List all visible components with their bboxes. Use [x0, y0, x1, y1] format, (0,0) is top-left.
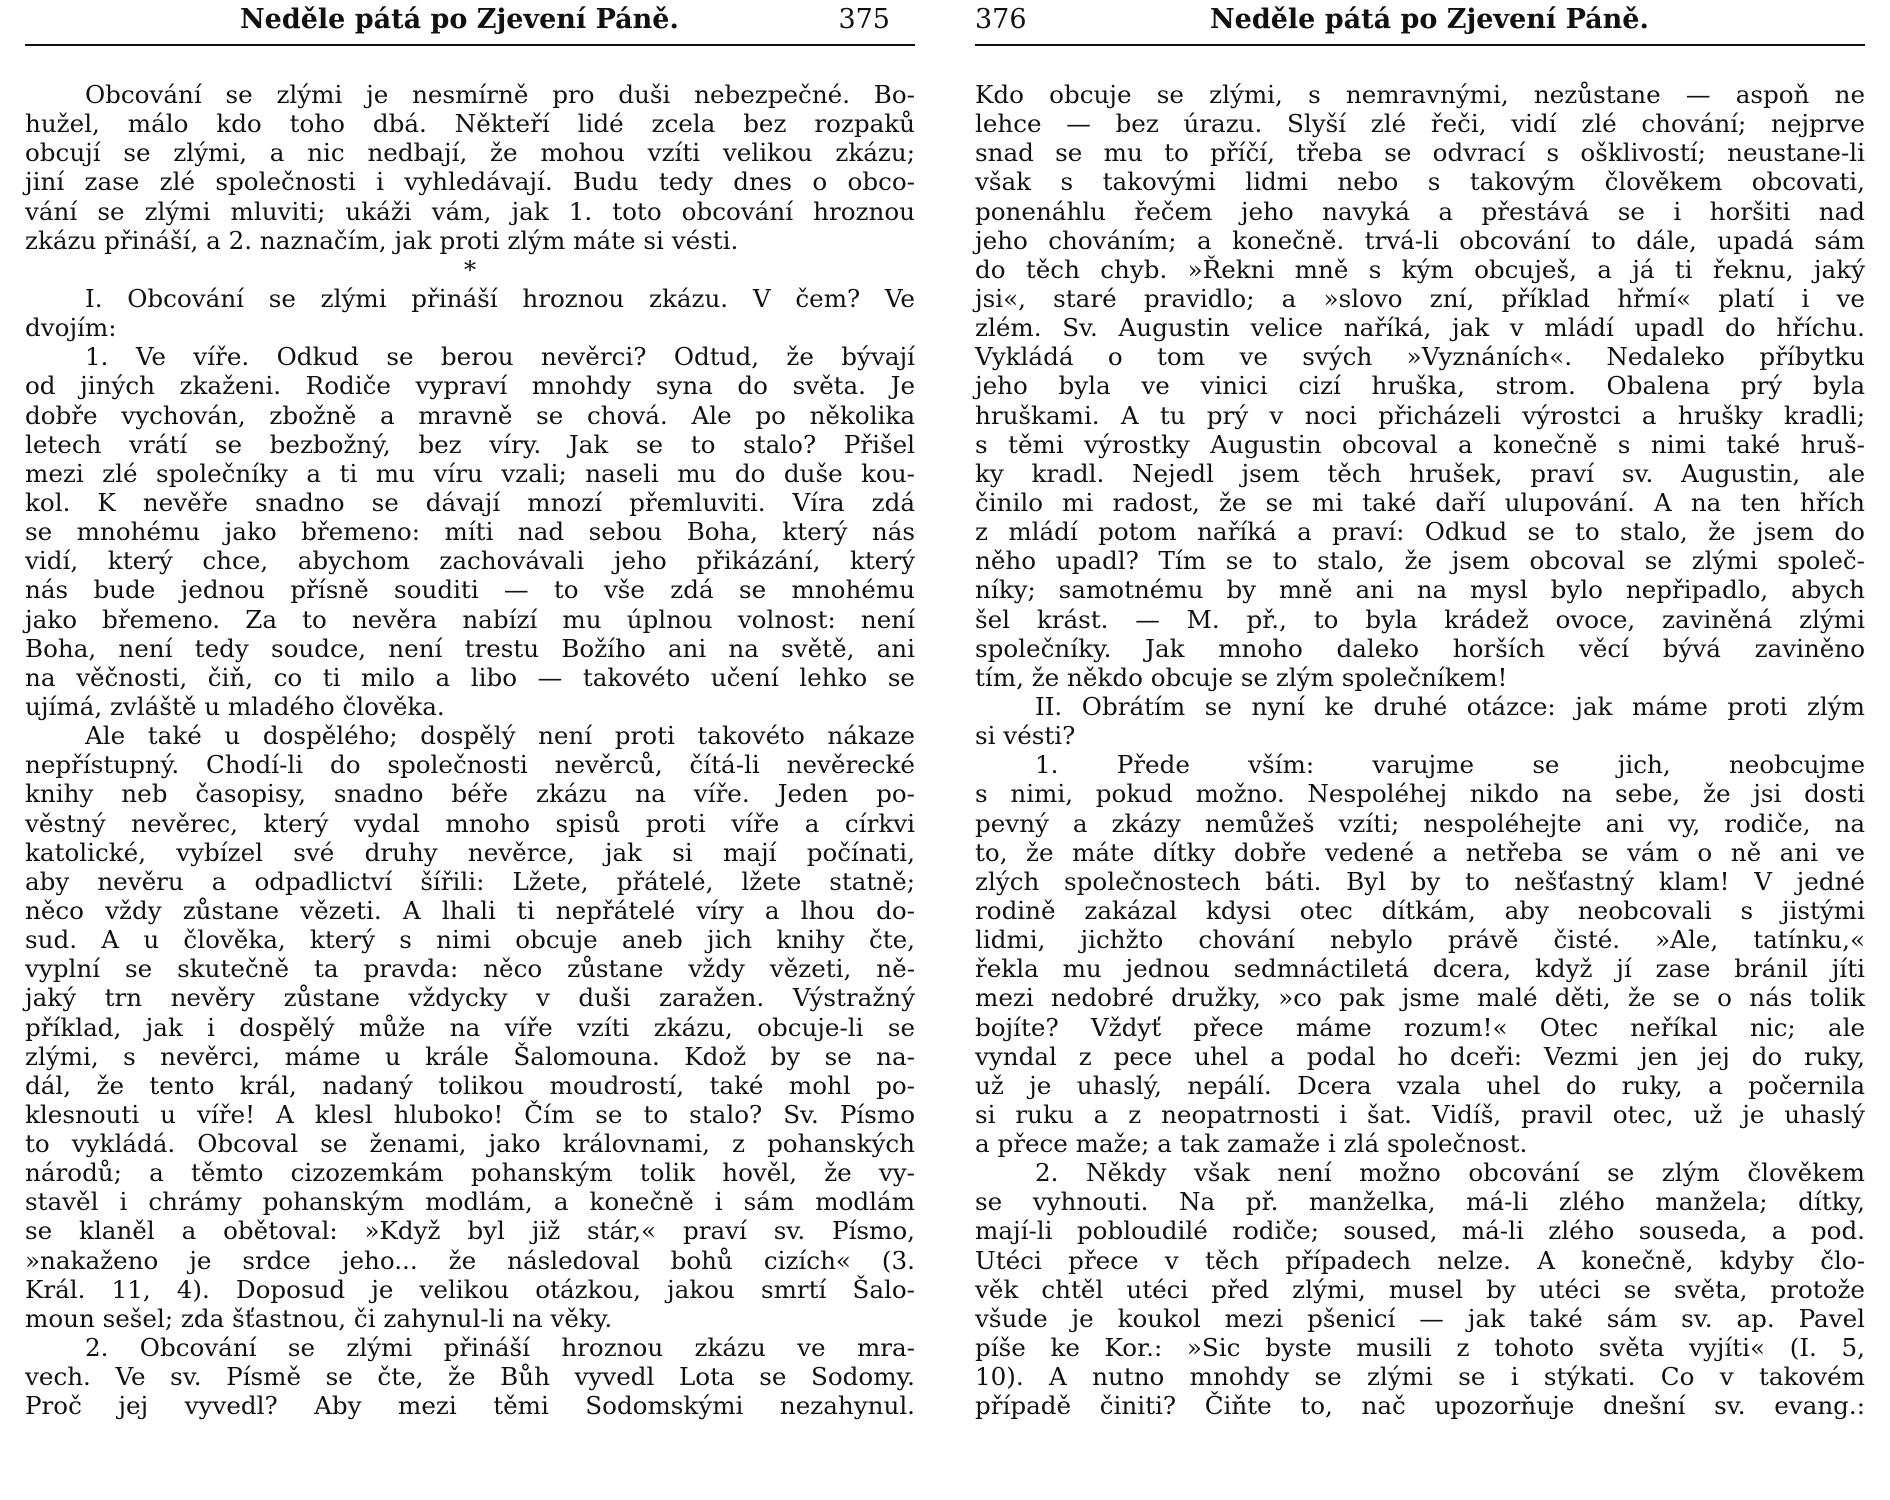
text-line: jiní zase zlé společnosti i vyhledávají. Budu tedy dnes o obco-: [25, 167, 915, 197]
text-line: něco vždy zůstane vězeti. A lhali ti nepřátelé víry a lhou do-: [25, 895, 915, 925]
text-line: s těmi výrostky Augustin obcoval a konečně s nimi také hruš-: [975, 429, 1865, 459]
text-line: mezi nedobré družky, »co pak jsme malé děti, že se o nás tolik: [975, 983, 1865, 1013]
text-line: společníky. Jak mnoho daleko horších věcí bývá zaviněno: [975, 633, 1865, 663]
text-line: případě činiti? Čiňte to, nač upozorňuje dnešní sv. evang.:: [975, 1391, 1865, 1421]
text-line: 2. Někdy však není možno obcování se zlým člověkem: [1035, 1158, 1865, 1188]
text-line: tím, že někdo obcuje se zlým společníkem!: [975, 662, 1508, 692]
text-line: vání se zlými mluviti; ukáži vám, jak 1. toto obcování hroznou: [25, 196, 915, 226]
text-line: katolické, vybízel své druhy nevěrce, jak si mají počínati,: [25, 837, 915, 867]
text-line: Kdo obcuje se zlými, s nemravnými, nezůstane — aspoň ne: [975, 80, 1865, 109]
text-line: s nimi, pokud možno. Nespoléhej nikdo na sebe, že jsi dosti: [975, 779, 1865, 809]
text-line: dobře vychován, zbožně a mravně se chová. Ale po několika: [25, 400, 915, 430]
text-line: Obcování se zlými je nesmírně pro duši nebezpečné. Bo-: [85, 80, 915, 109]
text-line: do těch chyb. »Řekni mně s kým obcuješ, a já ti řeknu, jaký: [975, 254, 1865, 284]
text-line: jeho chováním; a konečně. trvá-li obcování to dále, upadá sám: [975, 225, 1865, 255]
running-title: Neděle pátá po Zjevení Páně.: [240, 4, 679, 35]
text-line: 2. Obcování se zlými přináší hroznou zkázu ve mra-: [85, 1333, 915, 1363]
text-line: bojíte? Vždyť přece máme rozum!« Otec neříkal nic; ale: [975, 1012, 1865, 1042]
page-header: [975, 0, 1865, 46]
text-line: vyplní se skutečně ta pravda: něco zůstane vždy vězeti, ně-: [25, 954, 915, 984]
text-line: něho upadl? Tím se to stalo, že jsem obcoval se zlými společ-: [975, 546, 1865, 576]
text-line: 1. Ve víře. Odkud se berou nevěrci? Odtud, že bývají: [85, 342, 915, 372]
text-line: hruškami. A tu prý v noci přicházeli výrostci a hrušky kradli;: [975, 400, 1865, 430]
text-line: nepřístupný. Chodí-li do společnosti nevěrců, čítá-li nevěrecké: [25, 750, 915, 780]
text-line: 1. Přede vším: varujme se jich, neobcujme: [1035, 750, 1865, 780]
text-line: II. Obrátím se nyní ke druhé otázce: jak máme proti zlým: [1035, 691, 1865, 721]
page-number: 375: [838, 4, 890, 35]
page-body: [975, 46, 1865, 1420]
text-line: činilo mi radost, že se mi také daří ulupování. A na ten hřích: [975, 487, 1865, 517]
text-line: se vyhnouti. Na př. manželka, má-li zlého manžela; dítky,: [975, 1187, 1865, 1217]
text-line: sud. A u člověka, který s nimi obcuje aneb jich knihy čte,: [25, 925, 915, 955]
text-line: hužel, málo kdo toho dbá. Někteří lidé zcela bez rozpaků: [25, 109, 915, 139]
text-line: řekla mu jednou sedmnáctiletá dcera, když jí zase bránil jíti: [975, 954, 1865, 984]
running-title: Neděle pátá po Zjevení Páně.: [1210, 4, 1649, 35]
page-number: 376: [975, 4, 1027, 35]
text-line: obcují se zlými, a nic nedbají, že mohou vzíti velikou zkázu;: [25, 138, 915, 168]
text-line: jsi«, staré pravidlo; a »slovo zní, příklad hřmí« platí i ve: [975, 283, 1865, 313]
section-separator: *: [463, 254, 477, 284]
text-line: rodině zakázal kdysi otec dítkám, aby neobcovali s jistými: [975, 895, 1865, 925]
page-body: [25, 46, 915, 1420]
text-line: na věčnosti, čiň, co ti milo a libo — takovéto učení lehko se: [25, 662, 915, 692]
text-line: se klaněl a obětoval: »Když byl již stár,« praví sv. Písmo,: [25, 1216, 915, 1246]
text-line: Ale také u dospělého; dospělý není proti takovéto nákaze: [85, 721, 915, 751]
left-page: [25, 0, 915, 1500]
text-line: píše ke Kor.: »Sic byste musili z tohoto světa vyjíti« (I. 5,: [975, 1333, 1865, 1363]
text-line: to vykládá. Obcoval se ženami, jako královnami, z pohanských: [25, 1129, 915, 1159]
text-line: »nakaženo je srdce jeho... že následoval bohů cizích« (3.: [25, 1245, 915, 1275]
text-line: všude je koukol mezi pšenicí — jak také sám sv. ap. Pavel: [975, 1303, 1865, 1333]
text-line: stavěl i chrámy pohanským modlám, a konečně i sám modlám: [25, 1187, 915, 1217]
text-line: si ruku a z neopatrnosti i šat. Vidíš, pravil otec, už je uhaslý: [975, 1099, 1865, 1129]
text-line: níky; samotnému by mně ani na mysl bylo nepřipadlo, abych: [975, 575, 1865, 605]
text-line: lehce — bez úrazu. Slyší zlé řeči, vidí zlé chování; nejprve: [975, 109, 1865, 139]
text-line: se mnohému jako břemeno: míti nad sebou Boha, který nás: [25, 517, 915, 547]
text-line: vyndal z pece uhel a podal ho dceři: Vezmi jen jej do ruky,: [975, 1041, 1865, 1071]
text-line: však s takovými lidmi nebo s takovým člověkem obcovati,: [975, 167, 1865, 197]
text-line: už je uhaslý, nepálí. Dcera vzala uhel do ruky, a počernila: [975, 1070, 1865, 1100]
text-line: zlými, s nevěrci, máme u krále Šalomouna. Kdož by se na-: [25, 1041, 915, 1071]
page-header: [25, 0, 915, 46]
text-line: z mládí potom naříká a praví: Odkud se to stalo, že jsem do: [975, 517, 1865, 547]
text-line: mají-li pobloudilé rodiče; soused, má-li zlého souseda, a pod.: [975, 1216, 1865, 1246]
text-line: Král. 11, 4). Doposud je velikou otázkou, jakou smrtí Šalo-: [25, 1274, 915, 1304]
text-line: Utéci přece v těch případech nelze. A konečně, kdyby člo-: [975, 1245, 1865, 1275]
text-line: vidí, který chce, abychom zachovávali jeho přikázání, který: [25, 546, 915, 576]
right-page: [975, 0, 1865, 1500]
text-line: věk chtěl utéci před zlými, musel by utéci se světa, protože: [975, 1274, 1865, 1304]
text-line: Proč jej vyvedl? Aby mezi těmi Sodomskými nezahynul.: [25, 1391, 915, 1421]
text-line: pevný a zkázy nemůžeš vzíti; nespoléhejte ani vy, rodiče, na: [975, 808, 1865, 838]
text-line: jeho byla ve vinici cizí hruška, strom. Obalena prý byla: [975, 371, 1865, 401]
text-line: příklad, jak i dospělý může na víře vzíti zkázu, obcuje-li se: [25, 1012, 915, 1042]
text-line: ky kradl. Nejedl jsem těch hrušek, praví sv. Augustin, ale: [975, 458, 1865, 488]
text-line: Boha, není tedy soudce, není trestu Božího ani na světě, ani: [25, 633, 915, 663]
text-line: ujímá, zvláště u mladého člověka.: [25, 691, 445, 721]
text-line: a přece maže; a tak zamaže i zlá společnost.: [975, 1129, 1528, 1159]
text-line: Vykládá o tom ve svých »Vyznáních«. Nedaleko příbytku: [975, 342, 1865, 372]
text-line: národů; a těmto cizozemkám pohanským tolik hověl, že vy-: [25, 1158, 915, 1188]
text-line: mezi zlé společníky a ti mu víru vzali; naseli mu do duše kou-: [25, 458, 915, 488]
text-line: knihy neb časopisy, snadno béře zkázu na víře. Jeden po-: [25, 779, 915, 809]
text-line: si vésti?: [975, 721, 1076, 751]
text-line: dvojím:: [25, 313, 117, 343]
text-line: to, že máte dítky dobře vedené a netřeba se vám o ně ani ve: [975, 837, 1865, 867]
text-line: ponenáhlu řečem jeho navyká a přestává se i horšiti nad: [975, 196, 1865, 226]
text-line: aby nevěru a odpadlictví šířili: Lžete, přátelé, lžete statně;: [25, 866, 915, 896]
text-line: od jiných zkaženi. Rodiče vypraví mnohdy syna do světa. Je: [25, 371, 915, 401]
text-line: moun sešel; zda šťastnou, či zahynul-li na věky.: [25, 1303, 613, 1333]
text-line: 10). A nutno mnohdy se zlými se i stýkati. Co v takovém: [975, 1362, 1865, 1392]
text-line: věstný nevěrec, který vydal mnoho spisů proti víře a církvi: [25, 808, 915, 838]
text-line: snad se mu to příčí, třeba se odvrací s ošklivostí; neustane-li: [975, 138, 1865, 168]
text-line: nás bude jednou přísně souditi — to vše zdá se mnohému: [25, 575, 915, 605]
text-line: kol. K nevěře snadno se dávají mnozí přemluviti. Víra zdá: [25, 487, 915, 517]
text-line: zkázu přináší, a 2. naznačím, jak proti zlým máte si vésti.: [25, 225, 739, 255]
text-line: klesnouti u víře! A klesl hluboko! Čím se to stalo? Sv. Písmo: [25, 1099, 915, 1129]
text-line: lidmi, jichžto chování nebylo právě čisté. »Ale, tatínku,«: [975, 925, 1865, 955]
text-line: šel krást. — M. př., to byla krádež ovoce, zaviněná zlými: [975, 604, 1865, 634]
text-line: zlých společnostech báti. Byl by to nešťastný klam! V jedné: [975, 866, 1865, 896]
text-line: I. Obcování se zlými přináší hroznou zkázu. V čem? Ve: [85, 283, 915, 313]
text-line: jaký trn nevěry zůstane vždycky v duši zaražen. Výstražný: [25, 983, 915, 1013]
text-line: letech vrátí se bezbožný, bez víry. Jak se to stalo? Přišel: [25, 429, 915, 459]
text-line: vech. Ve sv. Písmě se čte, že Bůh vyvedl Lota se Sodomy.: [25, 1362, 915, 1392]
text-line: dál, že tento král, nadaný tolikou moudrostí, také mohl po-: [25, 1070, 915, 1100]
text-line: zlém. Sv. Augustin velice naříká, jak v mládí upadl do hříchu.: [975, 313, 1865, 343]
text-line: jako břemeno. Za to nevěra nabízí mu úplnou volnost: není: [25, 604, 915, 634]
